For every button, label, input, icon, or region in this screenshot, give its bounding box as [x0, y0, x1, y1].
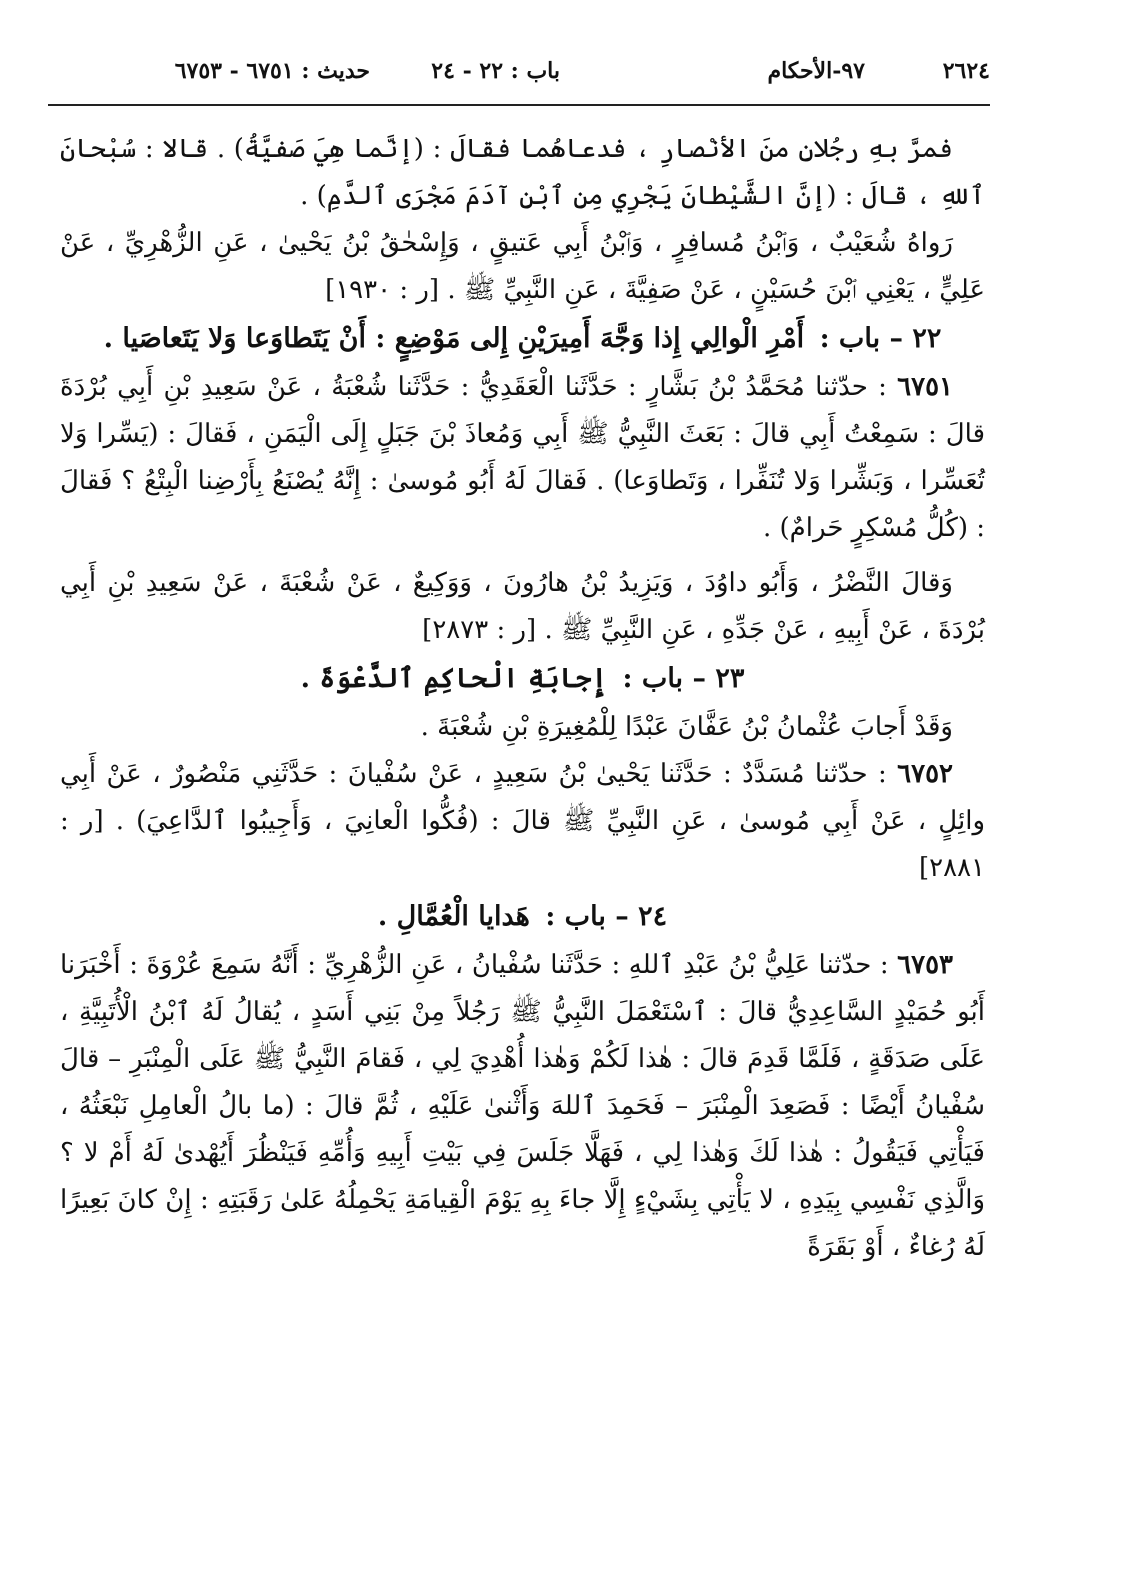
- hadith-number: ٦٧٥١: [897, 372, 954, 402]
- hadith-range: حديث : ٦٧٥١ - ٦٧٥٣: [174, 58, 370, 84]
- page-number: ٢٦٢٤: [942, 58, 990, 84]
- bab-title: أَمْرِ الْوالِي إِذا وَجَّهَ أَمِيرَيْنِ إِلى مَوْضِعٍ : أَنْ يَتَطاوَعا وَلا يَتَعاصَيا .: [103, 323, 805, 354]
- hadith-text: : حدّثنا عَلِيُّ بْنُ عَبْدِ ٱللهِ : حَدَّثَنا سُفْيانُ ، عَنِ الزُّهْرِيِّ : أَنَّهُ سَمِعَ عُرْوَةَ : أَخْبَرَنا أَبُو حُمَيْدٍ السَّاعِدِيُّ قالَ : ٱسْتَعْمَلَ النَّبِيُّ ﷺ رَجُلاً مِنْ بَنِي أَسَدٍ ، يُقالُ لَهُ ٱبْنُ الْأُتَبِيَّةِ ، عَلَى صَدَقَةٍ ، فَلَمَّا قَدِمَ قالَ : هٰذا لَكُمْ وَهٰذا أُهْدِيَ لِي ، فَقامَ النَّبِيُّ ﷺ عَلَى الْمِنْبَرِ – قالَ سُفْيانُ أَيْضًا : فَصَعِدَ الْمِنْبَرَ – فَحَمِدَ ٱللهَ وَأَثْنىٰ عَلَيْهِ ، ثُمَّ قالَ : (ما بالُ الْعامِلِ نَبْعَثُهُ ، فَيَأْتِي فَيَقُولُ : هٰذا لَكَ وَهٰذا لِي ، فَهَلَّا جَلَسَ فِي بَيْتِ أَبِيهِ وَأُمِّهِ فَيَنْظُرَ أَيُهْدىٰ لَهُ أَمْ لا ؟ وَالَّذِي نَفْسِي بِيَدِهِ ، لا يَأْتِي بِشَيْءٍ إِلَّا جاءَ بِهِ يَوْمَ الْقِيامَةِ يَحْمِلُهُ عَلىٰ رَقَبَتِهِ : إِنْ كانَ بَعِيرًا لَهُ رُغاءٌ ، أَوْ بَقَرَةً: [60, 950, 985, 1262]
- hadith-text: : حدّثنا مُسَدَّدٌ : حَدَّثَنا يَحْيىٰ بْنُ سَعِيدٍ ، عَنْ سُفْيانَ : حَدَّثَنِي مَنْصُورٌ ، عَنْ أَبِي وائِلٍ ، عَنْ أَبِي مُوسىٰ ، عَنِ النَّبِيِّ ﷺ قالَ : (فُكُّوا الْعانِيَ ، وَأَجِيبُوا ٱلدَّاعِيَ) . [ر : ٢٨٨١]: [60, 759, 985, 883]
- paragraph: رَواهُ شُعَيْبٌ ، وَٱبْنُ مُسافِرٍ ، وَٱبْنُ أَبِي عَتيقٍ ، وَإِسْحٰقُ بْنُ يَحْيىٰ ، عَنِ الزُّهْرِيِّ ، عَنْ عَلِيٍّ ، يَعْنِي ٱبْنَ حُسَيْنٍ ، عَنْ صَفِيَّةَ ، عَنِ النَّبِيِّ ﷺ . [ر : ١٩٣٠]: [60, 228, 985, 305]
- hadith-number: ٦٧٥٢: [897, 759, 954, 789]
- hadith-paragraph: [60, 364, 985, 552]
- bab-heading: [60, 892, 985, 942]
- hadith-number: ٦٧٥٣: [897, 950, 953, 980]
- bab-number: ٢٣ – باب :: [622, 663, 745, 694]
- hadith-text: : حدّثنا مُحَمَّدُ بْنُ بَشَّارٍ : حَدَّثَنا الْعَقَدِيُّ : حَدَّثَنا شُعْبَةُ ، عَنْ سَعِيدِ بْنِ أَبِي بُرْدَةَ قالَ : سَمِعْتُ أَبِي قالَ : بَعَثَ النَّبِيُّ ﷺ أَبِي وَمُعاذَ بْنَ جَبَلٍ إِلَى الْيَمَنِ ، فَقالَ : (يَسِّرا وَلا تُعَسِّرا ، وَبَشِّرا وَلا تُنَفِّرا ، وَتَطاوَعا) . فَقالَ لَهُ أَبُو مُوسىٰ : إِنَّهُ يُصْنَعُ بِأَرْضِنا الْبِتْعُ ؟ فَقالَ : (كُلُّ مُسْكِرٍ حَرامٌ) .: [60, 372, 985, 543]
- bab-range: باب : ٢٢ - ٢٤: [431, 58, 560, 84]
- bab-title: إِجابَةِ الْحاكِمِ ٱلدَّعْوَةَ .: [300, 663, 608, 694]
- running-header: [60, 52, 990, 92]
- hadith-paragraph: [60, 942, 985, 1271]
- bab-heading: [60, 314, 985, 364]
- bab-heading: [60, 654, 985, 704]
- bab-number: ٢٢ – باب :: [819, 323, 942, 354]
- hadith-paragraph: [60, 751, 985, 892]
- paragraph: وَقالَ النَّضْرُ ، وَأَبُو داوُدَ ، وَيَزِيدُ بْنُ هارُونَ ، وَوَكِيعٌ ، عَنْ شُعْبَةَ ، عَنْ سَعِيدِ بْنِ أَبِي بُرْدَةَ ، عَنْ أَبِيهِ ، عَنْ جَدِّهِ ، عَنِ النَّبِيِّ ﷺ . [ر : ٢٨٧٣]: [60, 568, 985, 645]
- book-title: ٩٧-الأحكام: [767, 58, 865, 84]
- paragraph: فمرَّ بهِ رجُلانِ منَ الأنْصارِ ، فدعاهُما فقالَ : (إنَّما هِيَ صَفيَّةُ) . قالا : سُبْحانَ ٱللهِ ، قالَ : (إنَّ الشَّيْطانَ يَجْرِي مِنِ ٱبْنِ آدَمَ مَجْرَى ٱلدَّمِ) .: [60, 134, 985, 211]
- bab-title: هَدايا الْعُمَّالِ .: [377, 901, 530, 932]
- bab-number: ٢٤ – باب :: [545, 901, 668, 932]
- header-rule: [48, 104, 990, 106]
- paragraph: وَقَدْ أَجابَ عُثْمانُ بْنُ عَفَّانَ عَبْدًا لِلْمُغِيرَةِ بْنِ شُعْبَةَ .: [420, 712, 953, 742]
- page-body: [60, 126, 985, 1271]
